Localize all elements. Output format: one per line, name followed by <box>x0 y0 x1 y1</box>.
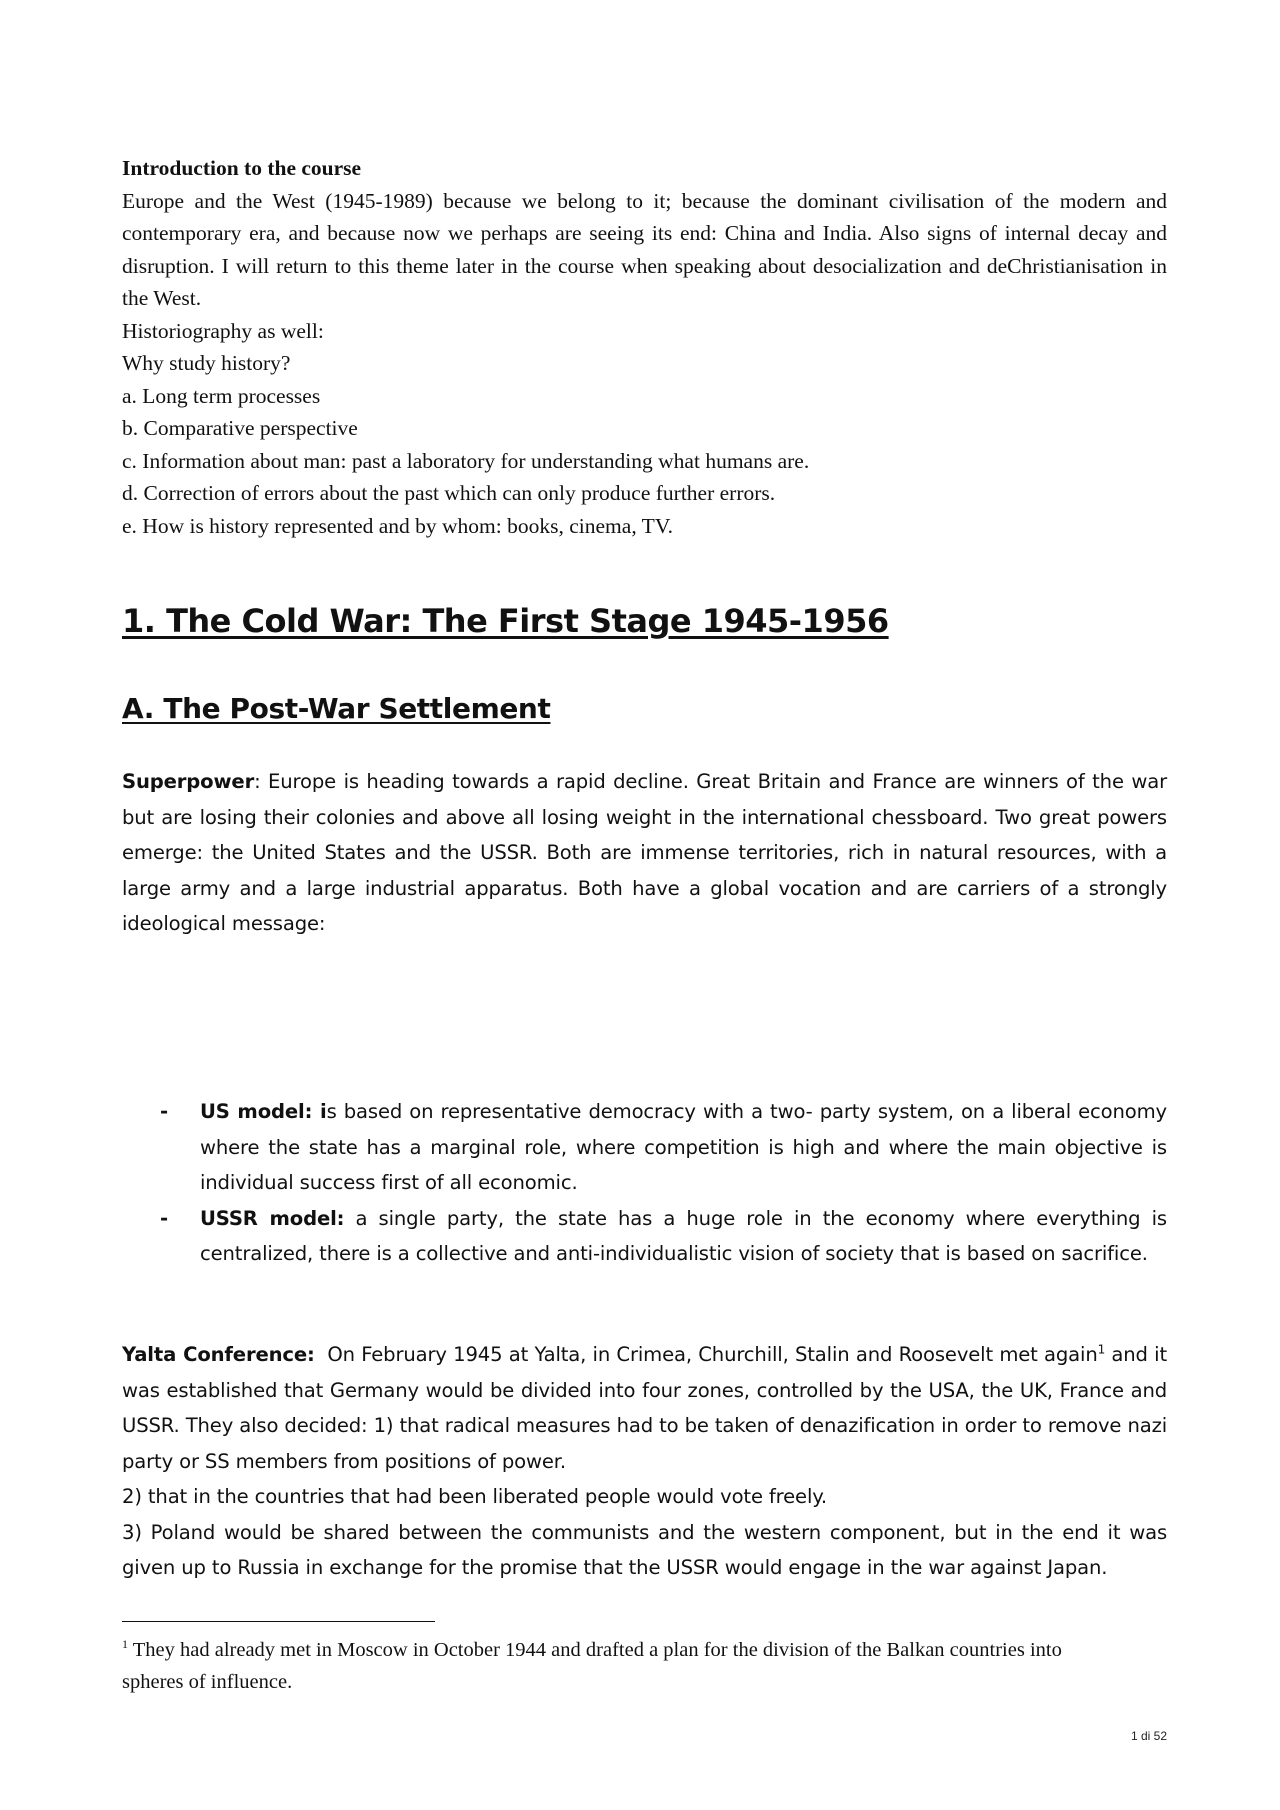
superpower-label: Superpower <box>122 770 255 793</box>
superpower-text: : Europe is heading towards a rapid decline. Great Britain and France are winners of the war but are losing their colonies and above all losing weight in the international chessboard. Two great powers emerge: the United States and the USSR. Both are immense territories, rich in natural resources, with a large army and a large industrial apparatus. Both have a global vocation and are carriers of a strongly ideological message: <box>122 770 1167 935</box>
us-model-text: s based on representative democracy with a two- party system, on a liberal economy where the state has a marginal role, where competition is high and where the main objective is individual success first of all economic. <box>200 1100 1167 1194</box>
intro-why-line: Why study history? <box>122 351 291 375</box>
ussr-model-label: USSR model: <box>200 1206 345 1230</box>
intro-list-item: c. Information about man: past a laboratory for understanding what humans are. <box>122 448 810 473</box>
bullet-ussr-model <box>122 1201 1167 1272</box>
yalta-paragraph <box>122 1337 1167 1479</box>
bullet-dash: - <box>160 1100 168 1123</box>
superpower-paragraph <box>122 764 1167 942</box>
intro-list-item: e. How is history represented and by whom: books, cinema, TV. <box>122 513 673 538</box>
intro-list-item: a. Long term processes <box>122 383 321 408</box>
footnote <box>122 1634 1122 1698</box>
yalta-point-3: 3) Poland would be shared between the communists and the western component, but in the end it was given up to Russia in exchange for the promise that the USSR would engage in the war against Japan. <box>122 1520 1167 1579</box>
yalta-text-continued: and it was established that Germany would be divided into four zones, controlled by the USA, the UK, France and USSR. They also decided: 1) that radical measures had to be taken of denazification in order to remove nazi party or SS members from positions of power. <box>122 1343 1167 1473</box>
intro-heading: Introduction to the course <box>122 156 362 180</box>
footnote-divider <box>122 1621 435 1622</box>
page-number: 1 di 52 <box>1130 1729 1167 1743</box>
footnote-text: They had already met in Moscow in October 1944 and drafted a plan for the division of the Balkan countries into spheres of influence. <box>122 1639 1062 1693</box>
section-a-title: A. The Post-War Settlement <box>122 692 551 725</box>
intro-section <box>122 152 1167 542</box>
bullet-dash: - <box>160 1206 168 1230</box>
intro-list-item: b. Comparative perspective <box>122 416 358 440</box>
yalta-label: Yalta Conference: <box>122 1343 315 1366</box>
section-1-title: 1. The Cold War: The First Stage 1945-1956 <box>122 602 889 640</box>
footnote-reference[interactable]: 1 <box>1097 1342 1106 1357</box>
intro-historiography-line: Historiography as well: <box>122 318 324 343</box>
footnote-marker: 1 <box>122 1637 128 1652</box>
yalta-point-2: 2) that in the countries that had been liberated people would vote freely. <box>122 1485 827 1508</box>
yalta-text: On February 1945 at Yalta, in Crimea, Churchill, Stalin and Roosevelt met again <box>314 1343 1098 1366</box>
yalta-section <box>122 1337 1167 1586</box>
us-model-label: US model: i <box>200 1100 327 1123</box>
intro-list-item: d. Correction of errors about the past which can only produce further errors. <box>122 481 776 505</box>
bullet-us-model <box>122 1094 1167 1201</box>
model-bullet-list <box>122 1094 1167 1272</box>
ussr-model-text: a single party, the state has a huge role in the economy where everything is centralized, there is a collective and anti-individualistic vision of society that is based on sacrifice. <box>200 1206 1167 1265</box>
intro-paragraph: Europe and the West (1945-1989) because we belong to it; because the dominant civilisation of the modern and contemporary era, and because now we perhaps are seeing its end: China and India. Also signs of internal decay and disruption. I will return to this theme later in the course when speaking about desocialization and deChristianisation in the West. <box>122 188 1167 310</box>
